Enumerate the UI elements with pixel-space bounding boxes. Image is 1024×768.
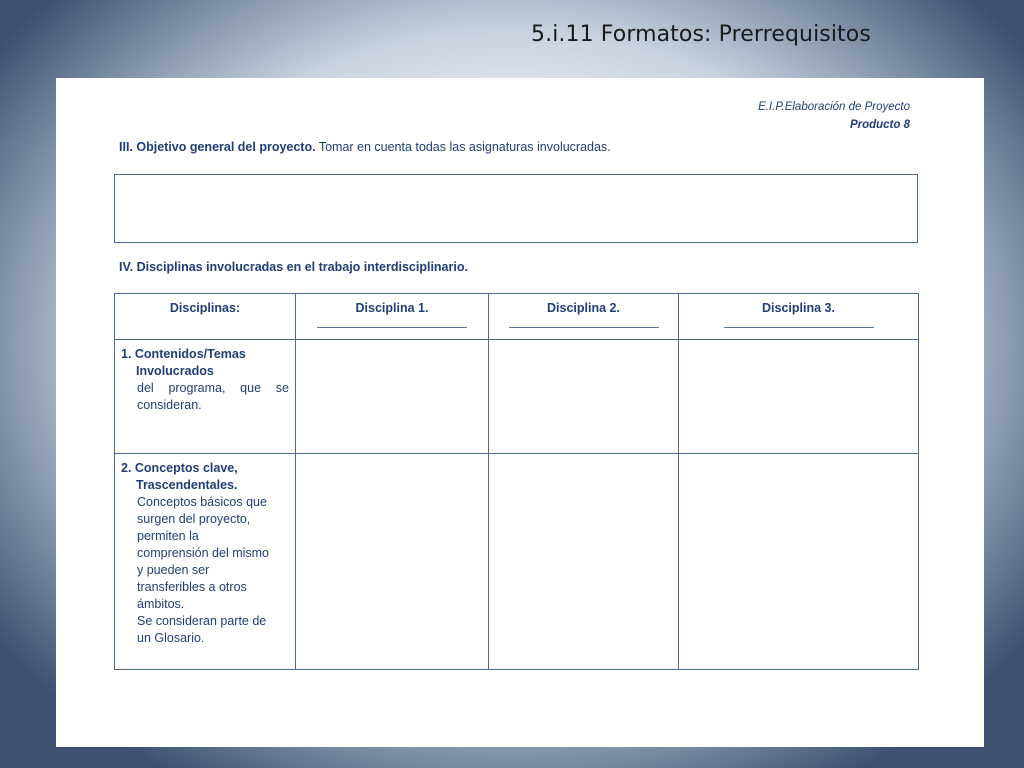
table-header-row <box>115 294 919 340</box>
row-2-description-line: permiten la <box>137 529 199 543</box>
section-3-heading <box>119 140 611 154</box>
row-1-title: 1. Contenidos/Temas <box>121 347 246 361</box>
row-2-disciplina-3-cell[interactable] <box>679 454 919 670</box>
header-cell-disciplinas <box>115 294 296 340</box>
row-2-description-line: un Glosario. <box>137 631 205 645</box>
row-2-description-line: transferibles a otros <box>137 580 247 594</box>
document-header-product: Producto 8 <box>849 119 910 131</box>
row-2-description-line: y pueden ser <box>137 563 210 577</box>
section-4-heading: IV. Disciplinas involucradas en el trabajo interdisciplinario. <box>119 260 468 274</box>
slide-title: 5.i.11 Formatos: Prerrequisitos <box>531 22 871 47</box>
row-1-title-cont: Involucrados <box>136 364 214 378</box>
row-1-label-cell <box>115 340 296 454</box>
row-2-title-cont: Trascendentales. <box>136 478 238 492</box>
row-2-description-line: Se consideran parte de <box>137 614 267 628</box>
row-1-disciplina-3-cell[interactable] <box>679 340 919 454</box>
table-row <box>115 340 919 454</box>
row-1-description: del programa, que se <box>137 381 289 395</box>
row-2-disciplina-1-cell[interactable] <box>296 454 489 670</box>
header-cell-disciplina-3 <box>679 294 919 340</box>
document-header-project: E.I.P.Elaboración de Proyecto <box>758 101 910 113</box>
section-3-heading-rest: Tomar en cuenta todas las asignaturas involucradas. <box>315 140 611 154</box>
header-cell-disciplina-1 <box>296 294 489 340</box>
row-1-description-cont: consideran. <box>137 398 202 412</box>
row-2-label-cell <box>115 454 296 670</box>
header-cell-disciplina-2 <box>489 294 679 340</box>
disciplines-table <box>114 293 919 670</box>
row-2-description-line: Conceptos básicos que <box>137 495 267 509</box>
header-label: Disciplina 1. <box>355 301 429 315</box>
disciplina-2-name-line[interactable] <box>509 327 659 328</box>
row-1-disciplina-2-cell[interactable] <box>489 340 679 454</box>
section-3-heading-bold: III. Objetivo general del proyecto. <box>119 140 316 154</box>
row-2-disciplina-2-cell[interactable] <box>489 454 679 670</box>
header-label: Disciplinas: <box>169 301 241 315</box>
row-2-title: 2. Conceptos clave, <box>121 461 238 475</box>
row-2-description-line: ámbitos. <box>137 597 185 611</box>
disciplina-3-name-line[interactable] <box>724 327 874 328</box>
header-label: Disciplina 3. <box>762 301 835 315</box>
row-2-description-line: surgen del proyecto, <box>137 512 251 526</box>
disciplina-1-name-line[interactable] <box>317 327 467 328</box>
document-page <box>56 78 984 747</box>
row-1-disciplina-1-cell[interactable] <box>296 340 489 454</box>
objective-text-box[interactable] <box>114 174 918 243</box>
row-2-description-line: comprensión del mismo <box>137 546 269 560</box>
table-row <box>115 454 919 670</box>
header-label: Disciplina 2. <box>547 301 620 315</box>
